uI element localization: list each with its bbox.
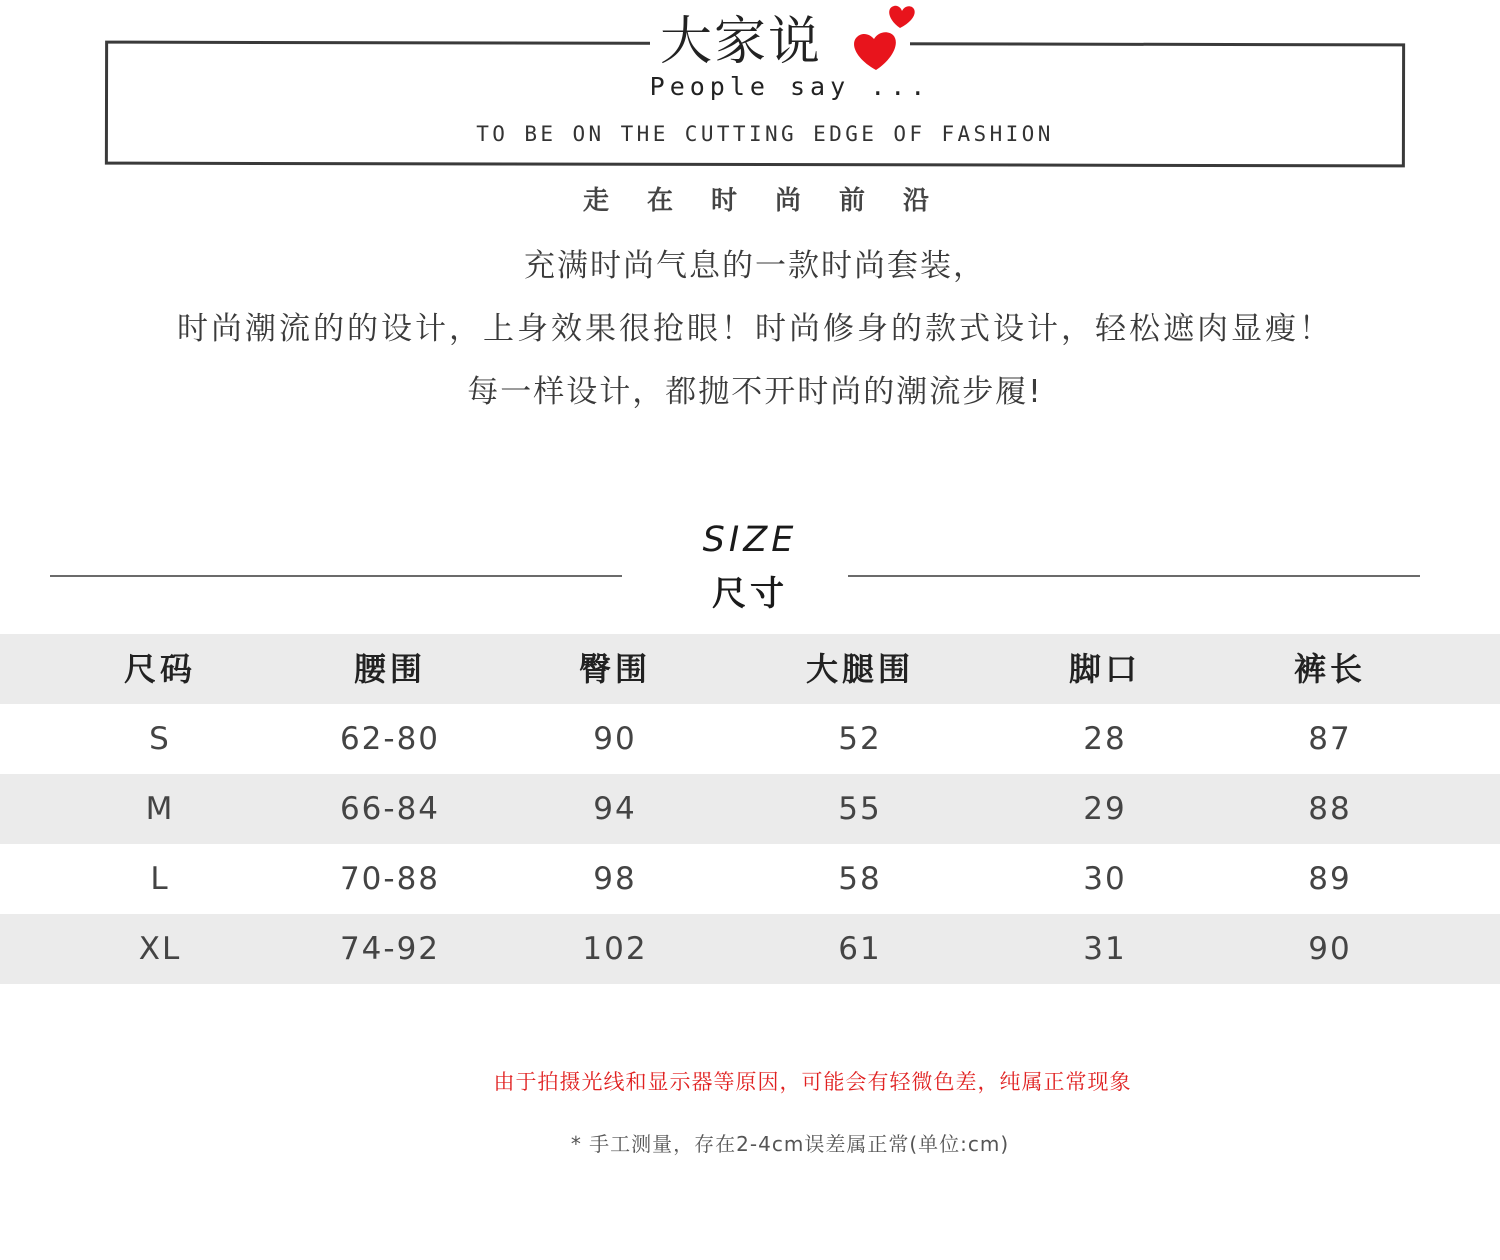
color-disclaimer: 由于拍摄光线和显示器等原因，可能会有轻微色差，纯属正常现象: [493, 1070, 1132, 1094]
table-cell: 89: [1308, 861, 1352, 897]
description-line-3: 每一样设计，都抛不开时尚的潮流步履!: [467, 374, 1043, 410]
table-cell: XL: [138, 931, 182, 967]
table-cell: S: [149, 721, 171, 757]
table-row: [0, 914, 1500, 984]
table-cell: 98: [593, 861, 637, 897]
table-cell: 30: [1083, 861, 1127, 897]
header-cell-thigh: 大腿围: [805, 650, 914, 688]
table-cell: 87: [1308, 721, 1352, 757]
table-cell: 31: [1083, 931, 1127, 967]
table-cell: M: [145, 791, 175, 827]
table-cell: 102: [582, 931, 648, 967]
table-cell: 88: [1308, 791, 1352, 827]
table-cell: 90: [593, 721, 637, 757]
table-row: [0, 844, 1500, 914]
table-cell: 70-88: [339, 861, 441, 897]
table-row: [0, 704, 1500, 774]
header-cell-hip: 臀围: [578, 650, 651, 688]
large-heart-icon: [854, 32, 896, 70]
table-cell: 61: [838, 931, 882, 967]
table-row: [0, 774, 1500, 844]
table-cell: 29: [1083, 791, 1127, 827]
table-header-row: [0, 634, 1500, 704]
table-cell: L: [150, 861, 170, 897]
header-subtitle: People say ...: [649, 72, 931, 101]
table-cell: 94: [593, 791, 637, 827]
hearts-icon: [848, 2, 928, 74]
table-cell: 28: [1083, 721, 1127, 757]
table-cell: 52: [838, 721, 882, 757]
size-title-cn: 尺寸: [712, 574, 788, 614]
measurement-disclaimer: * 手工测量，存在2-4cm误差属正常(单位:cm): [570, 1132, 1010, 1156]
table-cell: 55: [838, 791, 882, 827]
header-cell-length: 裤长: [1293, 650, 1366, 688]
small-heart-icon: [889, 6, 915, 28]
table-cell: 90: [1308, 931, 1352, 967]
header-tagline-cn: 走在时尚前沿: [582, 186, 967, 216]
size-table: [0, 634, 1500, 984]
description-line-2: 时尚潮流的的设计，上身效果很抢眼！时尚修身的款式设计，轻松遮肉显瘦！: [177, 311, 1333, 347]
header-cell-leg-opening: 脚口: [1068, 650, 1141, 688]
table-cell: 58: [838, 861, 882, 897]
header-cell-waist: 腰围: [353, 650, 426, 688]
header-cell-size: 尺码: [123, 650, 196, 688]
size-title-en: SIZE: [702, 520, 798, 560]
table-cell: 66-84: [339, 791, 441, 827]
header-tagline-en: TO BE ON THE CUTTING EDGE OF FASHION: [476, 122, 1054, 146]
header-title: 大家说: [660, 12, 823, 72]
description-line-1: 充满时尚气息的一款时尚套装，: [524, 248, 986, 284]
table-cell: 74-92: [339, 931, 441, 967]
table-cell: 62-80: [339, 721, 441, 757]
